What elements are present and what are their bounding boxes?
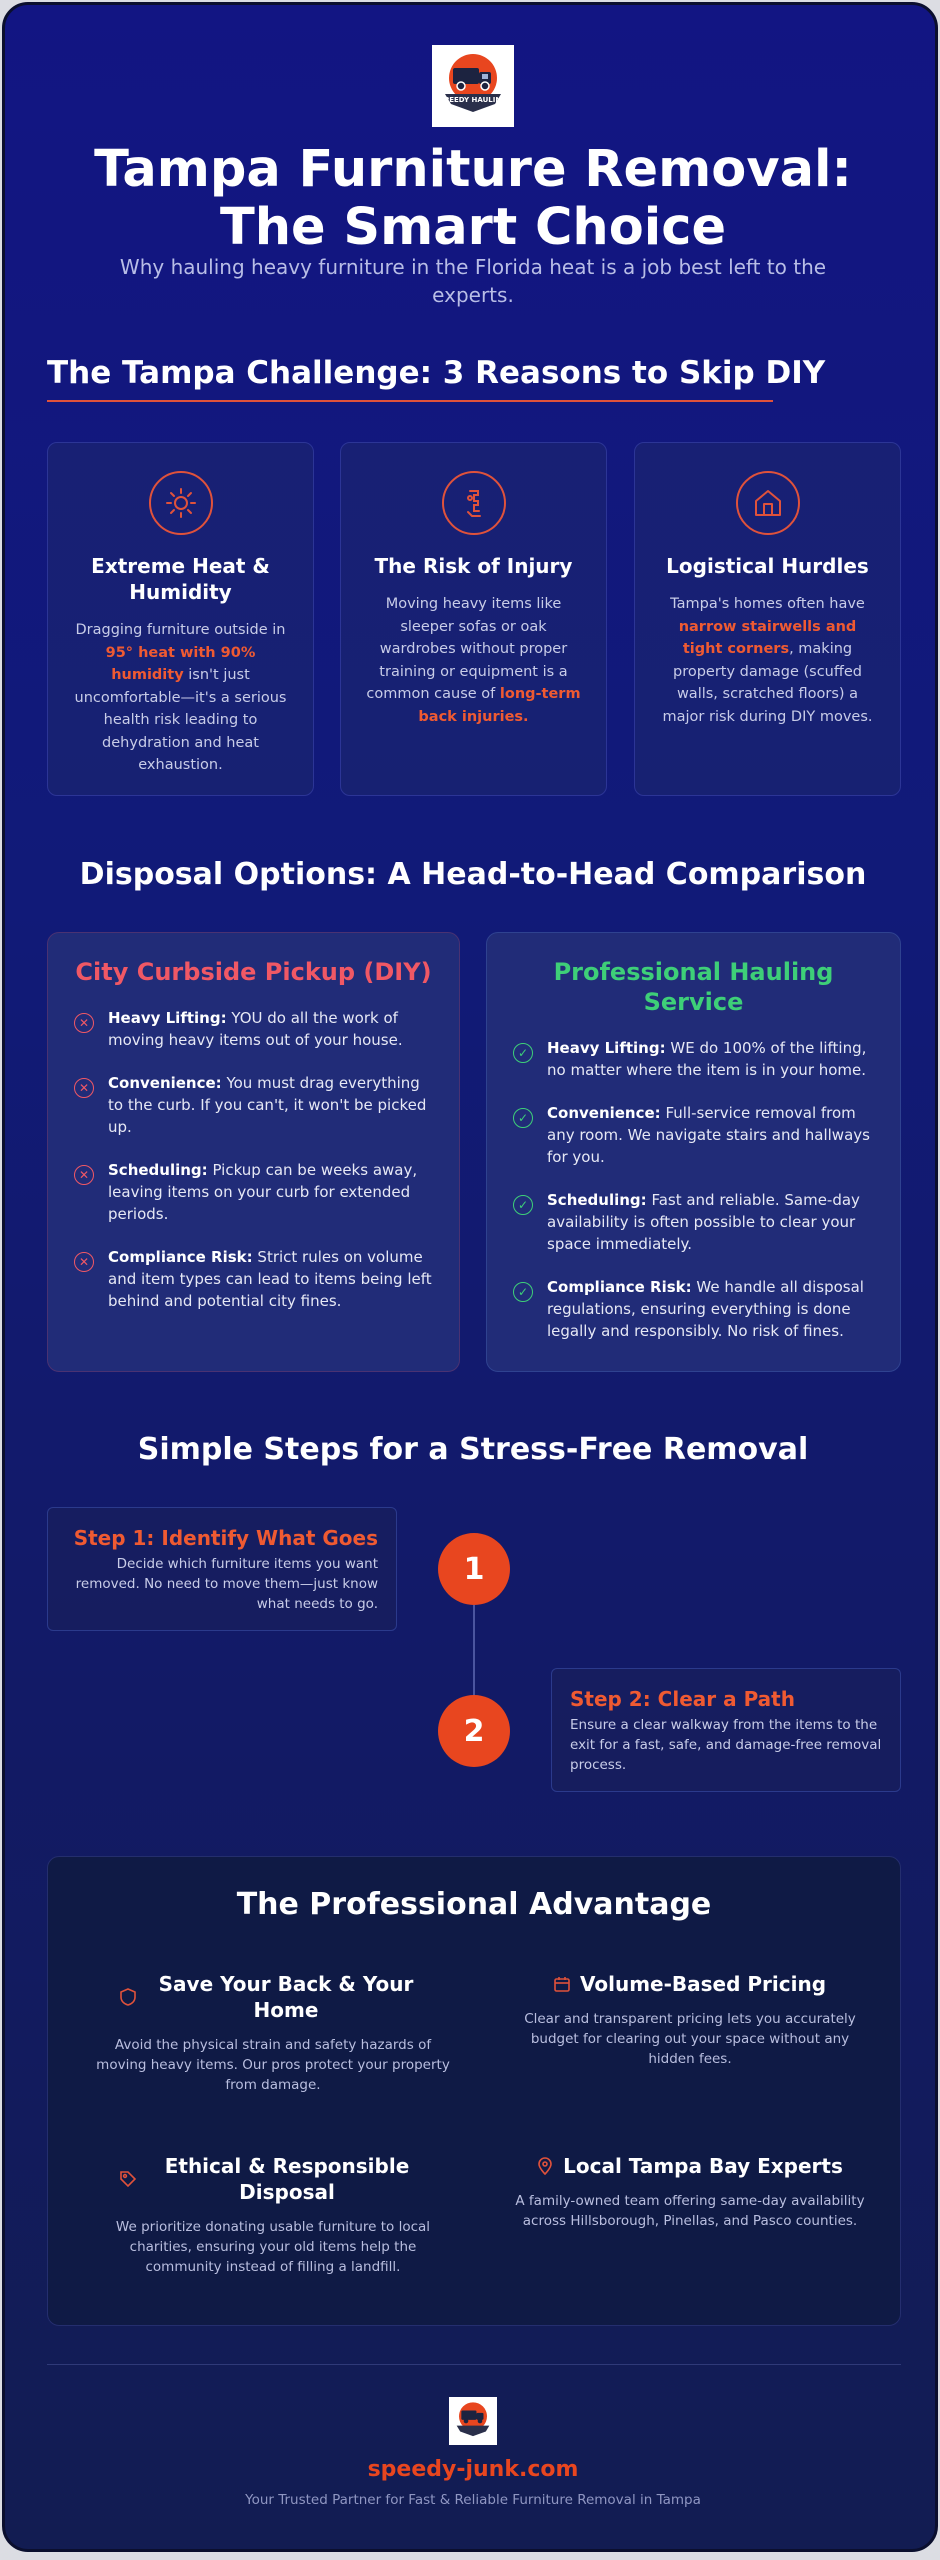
calendar-icon (554, 1976, 570, 1992)
challenge-heading: The Tampa Challenge: 3 Reasons to Skip DIY (47, 355, 826, 391)
page-subtitle: Why hauling heavy furniture in the Florida heat is a job best left to the experts. (119, 255, 827, 307)
home-icon (736, 471, 800, 535)
section-divider (47, 400, 773, 402)
tag-icon (119, 2170, 137, 2188)
step-card-2 (551, 1668, 901, 1792)
x-circle-icon: ✕ (74, 1165, 94, 1185)
advantage-text: We prioritize donating usable furniture to local charities, ensuring your old items help the community instead of filling a landfill. (115, 2219, 431, 2275)
step-text: Decide which furniture items you want removed. No need to move them—just know what needs to go. (75, 1556, 378, 1612)
advantage-title: Ethical & Responsible Disposal (164, 2154, 410, 2204)
advantage-item (93, 2153, 453, 2277)
diy-item: ✕ Scheduling: Pickup can be weeks away, leaving items on your curb for extended periods. (70, 1159, 437, 1225)
pro-item: ✓ Compliance Risk: We handle all disposal regulations, ensuring everything is done legally and responsibly. No risk of fines. (509, 1276, 878, 1342)
check-circle-icon: ✓ (513, 1108, 533, 1128)
svg-text:SPEEDY HAULING: SPEEDY HAULING (439, 96, 507, 104)
advantage-text: A family-owned team offering same-day availability across Hillsborough, Pinellas, and Pasco counties. (515, 2193, 865, 2229)
card-title: Logistical Hurdles (666, 554, 869, 578)
diy-item: ✕ Convenience: You must drag everything to the curb. If you can't, it won't be picked up. (70, 1072, 437, 1138)
shield-icon (120, 1988, 136, 2006)
pro-item: ✓ Scheduling: Fast and reliable. Same-day availability is often possible to clear your space immediately. (509, 1189, 878, 1255)
advantage-text: Clear and transparent pricing lets you accurately budget for clearing out your space without any hidden fees. (524, 2011, 856, 2067)
footer-tagline: Your Trusted Partner for Fast & Reliable Furniture Removal in Tampa (245, 2492, 701, 2508)
map-pin-icon (537, 2157, 553, 2175)
card-highlight: long-term back injuries. (418, 686, 581, 725)
card-text: Dragging furniture outside in 95° heat with 90% humidity isn't just uncomfortable—it's a serious health risk leading to dehydration and heat exhaustion. (74, 622, 287, 773)
advantage-title: Local Tampa Bay Experts (563, 2154, 843, 2178)
card-text: Tampa's homes often have narrow stairwells and tight corners, making property damage (scuffed walls, scratched floors) a major risk during DIY moves. (662, 596, 873, 725)
infographic (2, 2, 938, 2552)
sun-icon (149, 471, 213, 535)
x-circle-icon: ✕ (74, 1078, 94, 1098)
step-number-2: 2 (438, 1695, 510, 1767)
advantage-title: Save Your Back & Your Home (158, 1972, 414, 2022)
check-circle-icon: ✓ (513, 1282, 533, 1302)
card-title: Extreme Heat & Humidity (91, 554, 270, 604)
check-circle-icon: ✓ (513, 1195, 533, 1215)
footer-logo (449, 2397, 497, 2445)
footer-site-link[interactable]: speedy-junk.com (367, 2457, 579, 2482)
truck-logo-icon (452, 2400, 494, 2442)
advantage-title: Volume-Based Pricing (579, 1972, 827, 1996)
advantage-panel (47, 1856, 901, 2326)
pro-panel (486, 932, 901, 1372)
challenge-card-logistics (634, 442, 901, 796)
step-card-1 (47, 1507, 397, 1631)
x-circle-icon: ✕ (74, 1252, 94, 1272)
check-circle-icon: ✓ (513, 1043, 533, 1063)
diy-panel (47, 932, 460, 1372)
challenge-card-injury (340, 442, 607, 796)
challenge-card-heat (47, 442, 314, 796)
card-text: Moving heavy items like sleeper sofas or oak wardrobes without proper training or equipment is a common cause of long-term back injuries. (366, 596, 581, 725)
step-text: Ensure a clear walkway from the items to the exit for a fast, safe, and damage-free removal process. (570, 1717, 882, 1773)
comparison-heading: Disposal Options: A Head-to-Head Comparison (79, 857, 867, 892)
pro-item: ✓ Heavy Lifting: WE do 100% of the lifting, no matter where the item is in your home. (509, 1037, 878, 1081)
footer-divider (47, 2364, 901, 2365)
brand-logo (432, 45, 514, 127)
timeline-connector (473, 1605, 475, 1697)
page-title: Tampa Furniture Removal: The Smart Choice (94, 140, 852, 257)
injury-icon (442, 471, 506, 535)
step-number-1: 1 (438, 1533, 510, 1605)
advantage-text: Avoid the physical strain and safety hazards of moving heavy items. Our pros protect your property from damage. (96, 2037, 450, 2093)
x-circle-icon: ✕ (74, 1013, 94, 1033)
advantage-item (510, 2153, 870, 2231)
card-highlight: narrow stairwells and tight corners (678, 618, 857, 657)
diy-title: City Curbside Pickup (DIY) (75, 958, 432, 986)
steps-heading: Simple Steps for a Stress-Free Removal (137, 1432, 809, 1467)
diy-item: ✕ Compliance Risk: Strict rules on volume and item types can lead to items being left behind and potential city fines. (70, 1246, 437, 1312)
step-title: Step 2: Clear a Path (570, 1687, 795, 1711)
card-highlight: 95° heat with 90% humidity (105, 644, 256, 683)
truck-logo-icon (437, 50, 509, 122)
pro-title: Professional Hauling Service (553, 958, 834, 1016)
advantage-heading: The Professional Advantage (236, 1887, 712, 1922)
card-title: The Risk of Injury (374, 554, 573, 578)
step-title: Step 1: Identify What Goes (73, 1526, 378, 1550)
diy-item: ✕ Heavy Lifting: YOU do all the work of moving heavy items out of your house. (70, 1007, 437, 1051)
advantage-item (93, 1971, 453, 2095)
advantage-item (510, 1971, 870, 2069)
pro-item: ✓ Convenience: Full-service removal from any room. We navigate stairs and hallways for you. (509, 1102, 878, 1168)
